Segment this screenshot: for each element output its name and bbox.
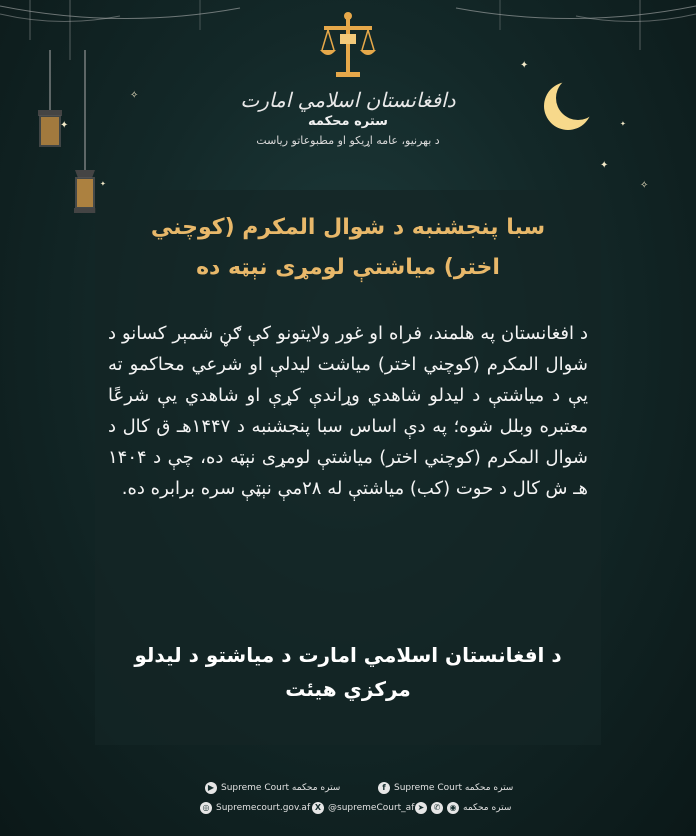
- x-label: @supremeCourt_af: [328, 803, 415, 813]
- website-link[interactable]: [200, 802, 310, 814]
- facebook-label: Supreme Court ستره محکمه: [394, 783, 514, 793]
- emirate-name-calligraphy: دافغانستان اسلامي امارت: [240, 88, 456, 112]
- x-icon: X: [312, 802, 324, 814]
- youtube-link[interactable]: [205, 782, 340, 794]
- facebook-link[interactable]: [378, 782, 513, 794]
- youtube-label: Supreme Court ستره محکمه: [221, 783, 341, 793]
- facebook-icon: f: [378, 782, 390, 794]
- telegram-icon: ➤: [415, 802, 427, 814]
- messengers-label: ستره محکمه: [463, 803, 512, 813]
- instagram-icon: ◉: [447, 802, 459, 814]
- headline: [90, 208, 606, 288]
- headline-line-1: سبا پنجشنبه د شوال المکرم (کوچني: [150, 215, 546, 240]
- announcement-body: د افغانستان په هلمند، فراه او غور ولایتونو کې ګڼ شمېر کسانو د شوال المکرم (کوچني اختر) میاشت لیدلې او شرعي محاکمو ته یې د میاشتې د لیدلو شاهدي وړاندې کړې او شاهدي یې شرعًا معتبره وبلل شوه؛ په دې اساس سبا پنجشنبه د ۱۴۴۷هـ ق کال د شوال المکرم (کوچني اختر) میاشتې لومړی نېټه ده، چې د ۱۴۰۴ هـ ش کال د حوت (کب) میاشتې له ۲۸مې نېټې سره برابره ده.: [108, 323, 589, 499]
- crescent-moon-icon: [538, 76, 598, 136]
- whatsapp-icon: ✆: [431, 802, 443, 814]
- signature-line-2: مرکزي هیئت: [285, 677, 411, 701]
- youtube-icon: ▶: [205, 782, 217, 794]
- signature-block: [108, 638, 588, 706]
- lantern-decoration: [30, 50, 100, 220]
- scales-of-justice-logo: [318, 10, 378, 82]
- headline-line-2: اختر) میاشتې لومړی نېټه ده: [196, 255, 500, 280]
- social-footer: [0, 770, 696, 836]
- messenger-links[interactable]: [415, 802, 511, 814]
- court-name: ستره محکمه: [308, 114, 388, 129]
- globe-icon: ◎: [200, 802, 212, 814]
- directorate-name: د بهرنیو، عامه اړیکو او مطبوعاتو ریاست: [256, 134, 440, 147]
- x-link[interactable]: [312, 802, 414, 814]
- website-label: Supremecourt.gov.af: [216, 803, 311, 813]
- signature-line-1: د افغانستان اسلامي امارت د میاشتو د لیدلو: [134, 643, 562, 667]
